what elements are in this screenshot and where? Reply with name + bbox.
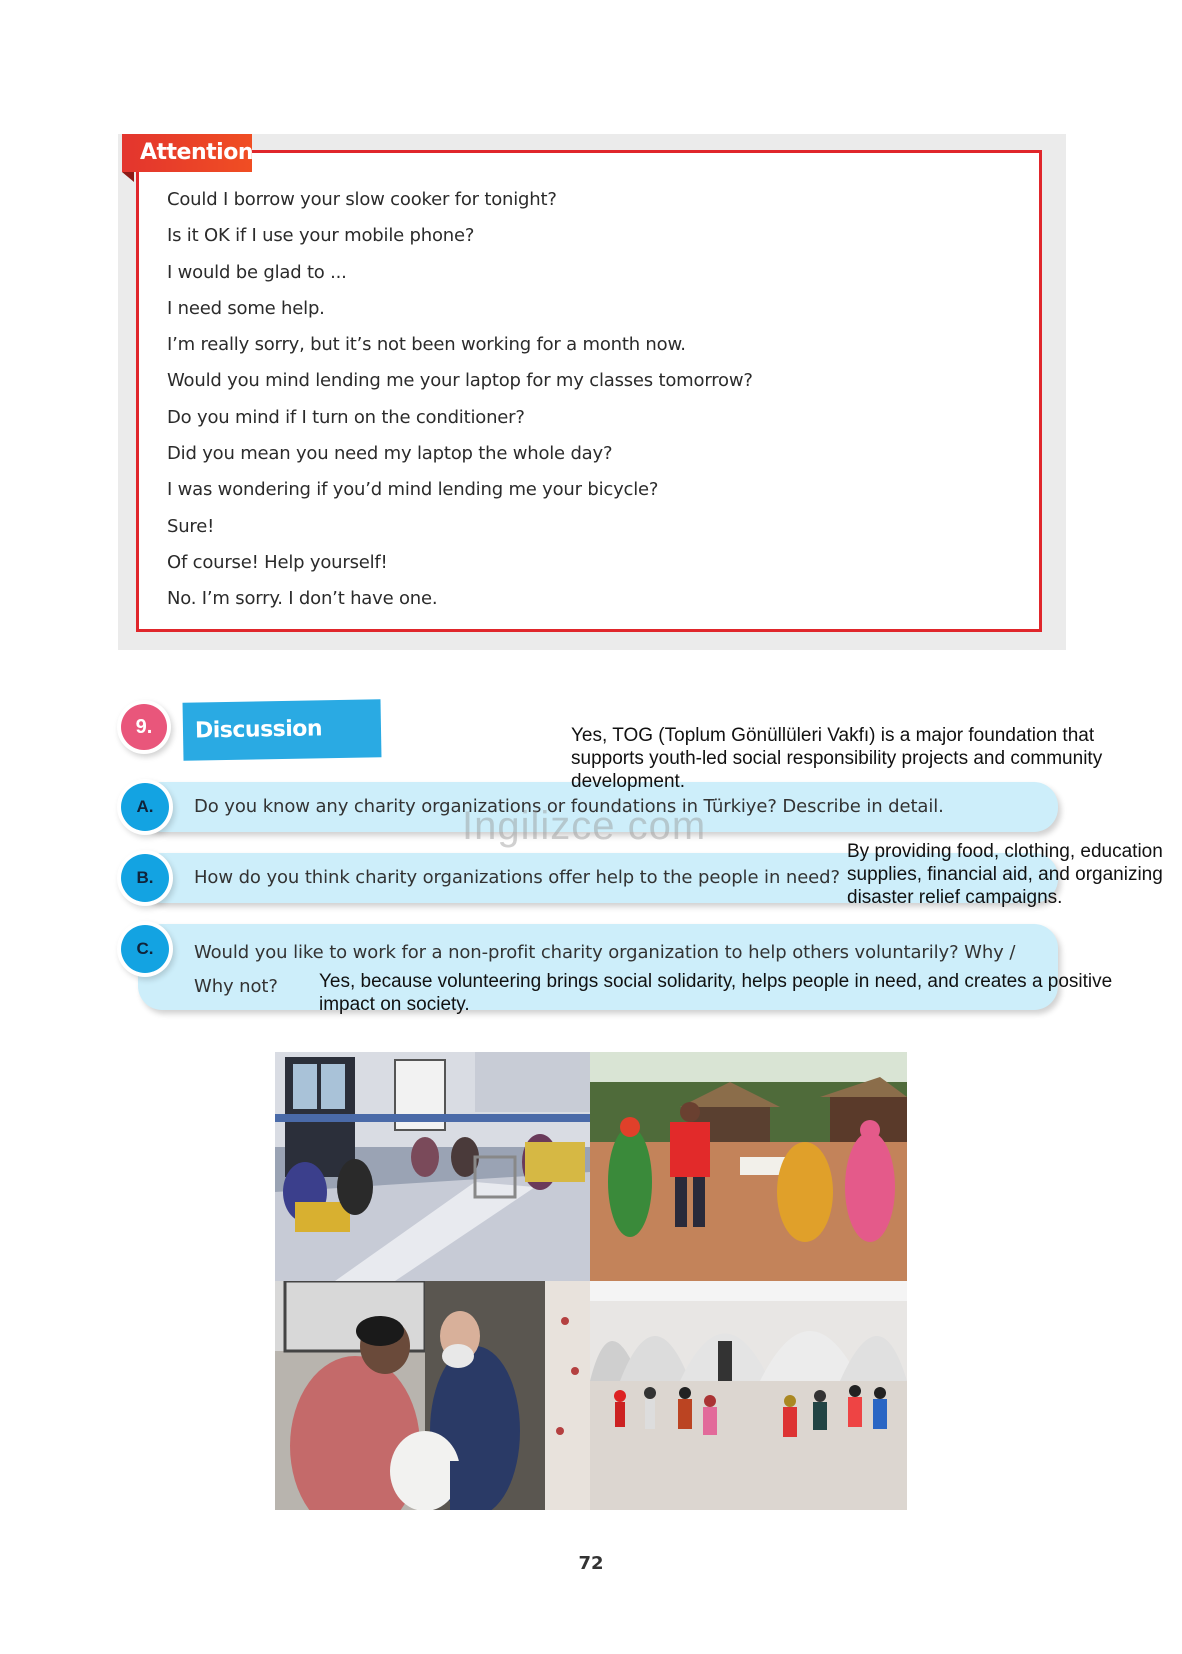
attention-line: No. I’m sorry. I don’t have one. xyxy=(167,588,438,610)
attention-title: Attention xyxy=(122,134,252,172)
question-b-text: How do you think charity organizations offer help to the people in need? xyxy=(194,867,840,888)
photo-tent-camp-children xyxy=(590,1281,907,1510)
watermark: Ingilizce com xyxy=(462,804,707,848)
answer-b: By providing food, clothing, education supplies, financial aid, and organizing disaster relief campaigns. xyxy=(847,841,1163,908)
attention-list xyxy=(167,184,753,620)
discussion-title: Discussion xyxy=(183,699,382,760)
attention-line: I’m really sorry, but it’s not been working for a month now. xyxy=(167,334,686,356)
attention-line: Is it OK if I use your mobile phone? xyxy=(167,225,475,247)
attention-tag-fold xyxy=(122,172,134,182)
photo-elderly-care-home xyxy=(275,1052,590,1281)
page-number: 72 xyxy=(578,1553,604,1574)
question-a-text: Do you know any charity organizations or foundations in Türkiye? Describe in detail. xyxy=(194,796,944,817)
attention-line: Do you mind if I turn on the conditioner? xyxy=(167,406,525,428)
attention-line: Would you mind lending me your laptop for my classes tomorrow? xyxy=(167,370,753,392)
question-b-letter: B. xyxy=(121,854,169,902)
question-c-letter: C. xyxy=(121,925,169,973)
attention-line: Could I borrow your slow cooker for tonight? xyxy=(167,189,557,210)
attention-line: Did you mean you need my laptop the whole day? xyxy=(167,443,613,465)
question-c-text: Would you like to work for a non-profit charity organization to help others voluntarily? Why / Why not? xyxy=(194,942,1016,997)
section-number-badge: 9. xyxy=(121,704,167,750)
photo-food-donation xyxy=(275,1281,590,1510)
answer-a: Yes, TOG (Toplum Gönüllüleri Vakfı) is a major foundation that supports youth-led social responsibility projects and community development. xyxy=(571,725,1103,792)
answer-c: Yes, because volunteering brings social solidarity, helps people in need, and creates a positive impact on society. xyxy=(319,971,1113,1015)
attention-line: Of course! Help yourself! xyxy=(167,551,388,573)
photo-aid-distribution xyxy=(590,1052,907,1281)
attention-line: Sure! xyxy=(167,515,215,537)
attention-line: I need some help. xyxy=(167,297,325,319)
attention-line: I would be glad to ... xyxy=(167,261,347,283)
attention-line: I was wondering if you’d mind lending me your bicycle? xyxy=(167,479,659,501)
question-a-letter: A. xyxy=(121,783,169,831)
